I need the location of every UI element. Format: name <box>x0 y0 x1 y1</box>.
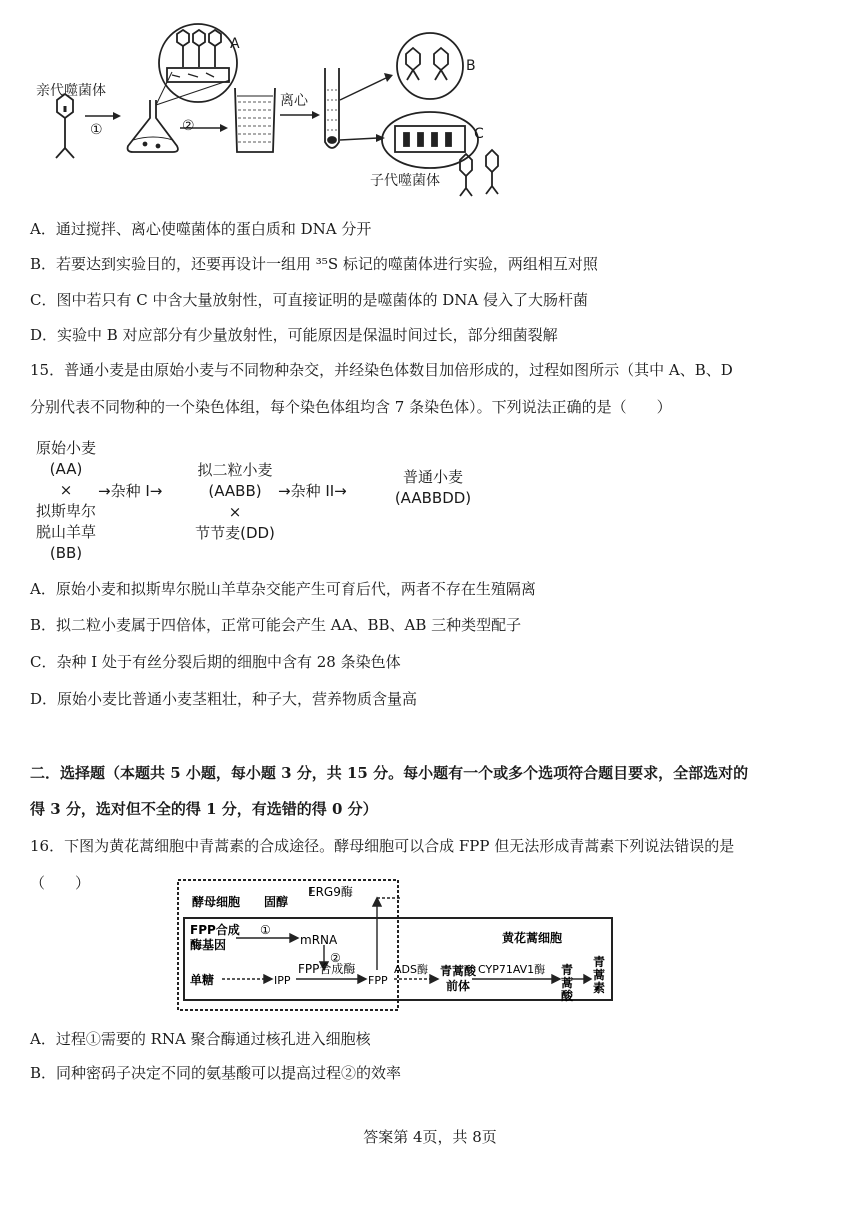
emmer-label: 拟二粒小麦 (AABB) × 节节麦(DD) <box>195 461 275 542</box>
hybrid1-label: →杂种 I→ <box>98 482 163 500</box>
q16-option-a: A．过程①需要的 RNA 聚合酶通过核孔进入细胞核 <box>30 1030 371 1048</box>
sugar-label: 单糖 <box>190 973 215 987</box>
section2-heading-line1: 二．选择题（本题共 5 小题，每小题 3 分，共 15 分。每小题有一个或多个选项符合题目要求，全部选对的 <box>30 764 749 782</box>
ipp-label: IPP <box>274 974 291 987</box>
step1-circle: ① <box>260 923 271 937</box>
q14-option-b: B．若要达到实验目的，还要再设计一组用 ³⁵S 标记的噬菌体进行实验，两组相互对照 <box>30 255 598 273</box>
test-tube-icon <box>325 68 339 148</box>
label-a: A <box>230 36 240 52</box>
svg-text:蒿: 蒿 <box>593 968 606 982</box>
q15-stem-line2: 分别代表不同物种的一个染色体组，每个染色体组均含 7 条染色体）。下列说法正确的是（ ） <box>30 398 672 416</box>
zoom-ellipse-c <box>382 112 478 168</box>
q16-paren: （ ） <box>30 874 91 892</box>
q14-option-a: A．通过搅拌、离心使噬菌体的蛋白质和 DNA 分开 <box>30 220 372 238</box>
beaker-icon <box>235 88 275 152</box>
artemisia-label: 黄花蒿细胞 <box>502 931 563 945</box>
fpp-enzyme-label: FPP合成酶 <box>298 962 356 976</box>
q14-option-d: D．实验中 B 对应部分有少量放射性，可能原因是保温时间过长，部分细菌裂解 <box>30 326 558 344</box>
phage-experiment-diagram <box>30 20 530 205</box>
fpp-gene-label-2: 酶基因 <box>190 938 227 952</box>
parent-phage-label: 亲代噬菌体 <box>36 83 106 99</box>
svg-text:青: 青 <box>561 963 574 977</box>
centrifuge-label: 离心 <box>280 93 308 109</box>
fpp-gene-label-1: FPP合成 <box>190 923 240 937</box>
cyp-label: CYP71AV1酶 <box>478 963 546 976</box>
zoom-circle-b <box>397 33 463 99</box>
artemisinin-label <box>593 954 605 995</box>
q16-option-b: B．同种密码子决定不同的氨基酸可以提高过程②的效率 <box>30 1064 402 1082</box>
parent-phage-icon <box>56 94 74 158</box>
erg9-label: ERG9酶 <box>308 885 353 899</box>
offspring-phage-icon <box>460 150 498 196</box>
q15-option-b: B．拟二粒小麦属于四倍体，正常可能会产生 AA、BB、AB 三种类型配子 <box>30 616 522 634</box>
offspring-phage-label: 子代噬菌体 <box>370 173 440 189</box>
label-c: C <box>474 126 484 142</box>
step2-label: ② <box>182 118 195 134</box>
q14-option-c: C．图中若只有 C 中含大量放射性，可直接证明的是噬菌体的 DNA 侵入了大肠杆菌 <box>30 291 589 309</box>
ads-label: ADS酶 <box>394 963 428 976</box>
q15-option-c: C．杂种 I 处于有丝分裂后期的细胞中含有 28 条染色体 <box>30 653 401 671</box>
svg-text:青: 青 <box>593 955 606 969</box>
svg-text:酸: 酸 <box>561 989 574 1003</box>
wheat-orig-label: 原始小麦 (AA) × 拟斯卑尔 脱山羊草 (BB) <box>35 439 96 562</box>
step2-circle: ② <box>330 951 341 965</box>
precursor-label-2: 前体 <box>446 979 471 993</box>
q15-option-a: A．原始小麦和拟斯卑尔脱山羊草杂交能产生可育后代，两者不存在生殖隔离 <box>30 580 536 598</box>
acid-label <box>561 962 574 1003</box>
q16-stem: 16．下图为黄花蒿细胞中青蒿素的合成途径。酵母细胞可以合成 FPP 但无法形成青蒿素下列说法错误的是 <box>30 837 735 855</box>
fpp-label: FPP <box>368 974 388 987</box>
precursor-label-1: 青蒿酸 <box>440 964 477 978</box>
hybrid2-label: →杂种 II→ <box>278 482 347 500</box>
flask-icon <box>128 100 178 152</box>
svg-text:素: 素 <box>593 981 606 995</box>
svg-text:蒿: 蒿 <box>561 976 574 990</box>
mrna-label: mRNA <box>300 933 338 947</box>
common-wheat-label: 普通小麦 (AABBDD) <box>394 468 472 507</box>
step1-label: ① <box>90 122 103 138</box>
page-footer: 答案第 4页，共 8页 <box>363 1128 497 1146</box>
section2-heading-line2: 得 3 分，选对但不全的得 1 分，有选错的得 0 分） <box>30 800 378 818</box>
q15-option-d: D．原始小麦比普通小麦茎粗壮，种子大，营养物质含量高 <box>30 690 418 708</box>
sterol-label: 固醇 <box>264 895 289 909</box>
q15-stem-line1: 15．普通小麦是由原始小麦与不同物种杂交，并经染色体数目加倍形成的，过程如图所示（其中 A、B、D <box>30 361 733 379</box>
yeast-label: 酵母细胞 <box>192 895 241 909</box>
label-b: B <box>466 58 476 74</box>
artemisinin-pathway-diagram <box>172 876 622 1016</box>
